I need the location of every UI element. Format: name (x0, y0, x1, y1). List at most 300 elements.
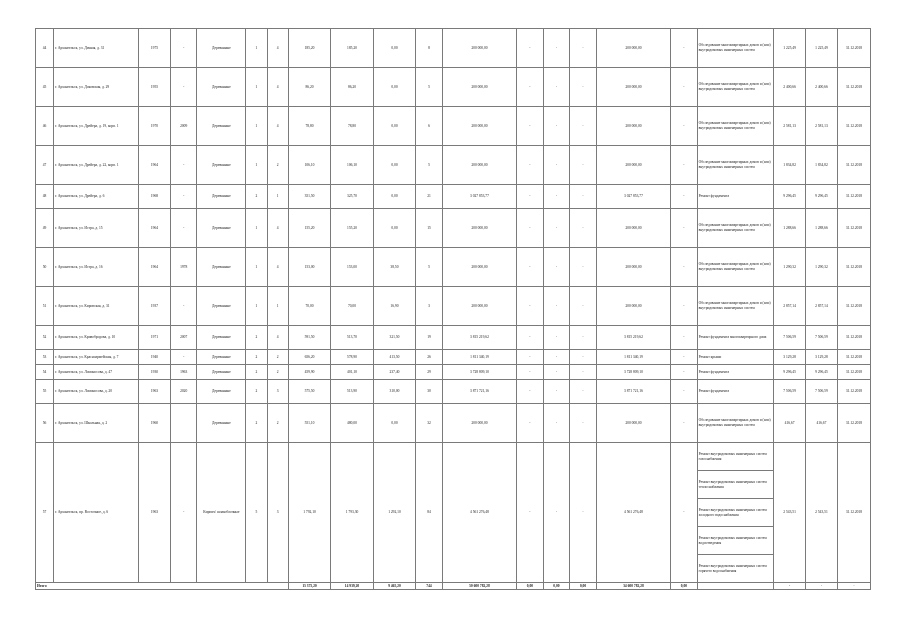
cell-f2: - (543, 248, 570, 287)
cell-cost: 200 000,00 (442, 248, 516, 287)
cell-f4: - (671, 380, 698, 404)
cell-work: Ремонт фундамента многоквартирного дома (697, 326, 773, 350)
cell-entr: 4 (267, 209, 288, 248)
cell-entr: 2 (267, 404, 288, 443)
cell-unit: 2 543,51 (774, 443, 806, 583)
work-item: Ремонт внутридомовых инженерных систем водоотведения (698, 527, 773, 555)
table-row (36, 365, 871, 380)
cell-year: 1937 (139, 287, 171, 326)
cell-f2: - (543, 380, 570, 404)
cell-cost: 200 000,00 (442, 287, 516, 326)
cell-mat: Деревянные (197, 29, 246, 68)
cell-resid: 0,00 (373, 107, 415, 146)
cell-f4: - (671, 326, 698, 350)
cell-floors: 1 (246, 248, 267, 287)
cell-total: 575,50 (288, 380, 330, 404)
cell-floors: 1 (246, 146, 267, 185)
cell-year: 1975 (139, 29, 171, 68)
cell-recon: 1978 (170, 248, 197, 287)
cell-own: 200 000,00 (596, 287, 670, 326)
cell-total: 155,20 (288, 209, 330, 248)
cell-total: 153,00 (288, 248, 330, 287)
cell-f2: - (543, 365, 570, 380)
cell-resid: 237,40 (373, 365, 415, 380)
cell-n: 56 (36, 404, 54, 443)
cell-n: 53 (36, 350, 54, 365)
cell-unit: 2 581,13 (774, 107, 806, 146)
cell-mat: Деревянные (197, 209, 246, 248)
cell-f1: - (517, 248, 544, 287)
cell-area: 578,90 (331, 350, 373, 365)
cell-total: 106,10 (288, 146, 330, 185)
cell-people: 84 (416, 443, 443, 583)
cell-f4: - (671, 365, 698, 380)
cell-area: 86,20 (331, 68, 373, 107)
cell-mat: Кирпич/ шлакоблочные (197, 443, 246, 583)
table-row (36, 146, 871, 185)
cell-f4: - (671, 185, 698, 209)
cell-floors: 5 (246, 443, 267, 583)
cell-f4: - (671, 146, 698, 185)
cell-f3: - (570, 248, 597, 287)
cell-f3: - (570, 404, 597, 443)
cell-resid: 38,50 (373, 248, 415, 287)
cell-people: 5 (416, 146, 443, 185)
cell-total: 351,50 (288, 185, 330, 209)
cell-unit: 3 129,28 (774, 350, 806, 365)
cell-resid: 310,00 (373, 380, 415, 404)
cell-total: 70,00 (288, 287, 330, 326)
total-f2: 0,00 (543, 583, 570, 590)
cell-cost: 3 871 721,16 (442, 380, 516, 404)
cell-unit: 7 506,59 (774, 380, 806, 404)
cell-year: 1940 (139, 350, 171, 365)
table-row (36, 380, 871, 404)
cell-work: Обследование многоквартирных домов и (или) внутридомовых инженерных систем (697, 68, 773, 107)
cell-unit: 7 506,59 (774, 326, 806, 350)
table-row (36, 107, 871, 146)
cell-people: 6 (416, 107, 443, 146)
cell-recon: - (170, 146, 197, 185)
cell-f3: - (570, 107, 597, 146)
cell-own: 200 000,00 (596, 68, 670, 107)
cell-f4: - (671, 350, 698, 365)
cell-n: 52 (36, 326, 54, 350)
cell-work: Обследование многоквартирных домов и (или) внутридомовых инженерных систем (697, 404, 773, 443)
cell-resid: 0,00 (373, 29, 415, 68)
cell-area: 325,70 (331, 185, 373, 209)
cell-f4: - (671, 404, 698, 443)
cell-mat: Деревянные (197, 404, 246, 443)
cell-mat: Деревянные (197, 326, 246, 350)
cell-work: Ремонт фундамента (697, 365, 773, 380)
cell-total: 1 792,10 (288, 443, 330, 583)
cell-own: 1 811 340,19 (596, 350, 670, 365)
cell-floors: 2 (246, 326, 267, 350)
cell-entr: 2 (267, 350, 288, 365)
cell-entr: 2 (267, 146, 288, 185)
table-row (36, 209, 871, 248)
cell-addr: г. Архангельск, ул. Кировская, д. 31 (54, 287, 139, 326)
cell-year: 1960 (139, 404, 171, 443)
work-item: Ремонт внутридомовых инженерных систем газоснабжения (698, 443, 773, 471)
cell-people: 30 (416, 380, 443, 404)
cell-entr: 1 (267, 287, 288, 326)
cell-floors: 2 (246, 365, 267, 380)
cell-recon: - (170, 287, 197, 326)
cell-addr: г. Архангельск, ул. Ломоносова, д. 47 (54, 365, 139, 380)
cell-cost: 3 815 219,62 (442, 326, 516, 350)
table-row (36, 350, 871, 365)
cell-f1: - (517, 443, 544, 583)
cell-resid: 0,00 (373, 68, 415, 107)
cell-resid: 0,00 (373, 146, 415, 185)
cell-addr: г. Архангельск, ул. Истра, д. 15 (54, 209, 139, 248)
cell-own: 200 000,00 (596, 209, 670, 248)
cell-own: 4 561 276,48 (596, 443, 670, 583)
cell-people: 5 (416, 248, 443, 287)
cell-work: Обследование многоквартирных домов и (или) внутридомовых инженерных систем (697, 248, 773, 287)
cell-f1: - (517, 107, 544, 146)
cell-f3: - (570, 350, 597, 365)
cell-entr: 4 (267, 248, 288, 287)
cell-people: 19 (416, 326, 443, 350)
cell-resid: 1 292,10 (373, 443, 415, 583)
total-f1: 0,00 (517, 583, 544, 590)
cell-date: 31.12.2018 (837, 287, 870, 326)
cell-date: 31.12.2018 (837, 443, 870, 583)
table-row (36, 68, 871, 107)
cell-work: Обследование многоквартирных домов и (или) внутридомовых инженерных систем (697, 146, 773, 185)
cell-floors: 2 (246, 185, 267, 209)
cell-cost: 1 811 340,19 (442, 350, 516, 365)
cell-f4: - (671, 29, 698, 68)
cell-f4: - (671, 107, 698, 146)
cell-work: Обследование многоквартирных домов и (или) внутридомовых инженерных систем (697, 287, 773, 326)
cell-f2: - (543, 29, 570, 68)
cell-cost: 200 000,00 (442, 68, 516, 107)
cell-addr: г. Архангельск, ул. Истра, д. 16 (54, 248, 139, 287)
total-f4: 0,00 (671, 583, 698, 590)
cell-max: 9 296,45 (806, 365, 838, 380)
cell-own: 200 000,00 (596, 404, 670, 443)
cell-recon: 2007 (170, 326, 197, 350)
table-row (36, 29, 871, 68)
cell-f1: - (517, 326, 544, 350)
cell-f4: - (671, 248, 698, 287)
cell-resid: 413,50 (373, 350, 415, 365)
cell-total: 86,20 (288, 68, 330, 107)
total-f3: 0,00 (570, 583, 597, 590)
cell-f3: - (570, 287, 597, 326)
cell-addr: г. Архангельск, пр. Восточное, д. 6 (54, 443, 139, 583)
cell-unit: 9 296,45 (774, 185, 806, 209)
cell-max: 9 296,45 (806, 185, 838, 209)
cell-n: 57 (36, 443, 54, 583)
cell-f1: - (517, 146, 544, 185)
cell-year: 1964 (139, 209, 171, 248)
cell-own: 3 815 219,62 (596, 326, 670, 350)
table-row (36, 185, 871, 209)
cell-floors: 2 (246, 380, 267, 404)
cell-cost: 4 561 276,48 (442, 443, 516, 583)
cell-people: 8 (416, 29, 443, 68)
cell-work: Обследование многоквартирных домов и (или) внутридомовых инженерных систем (697, 29, 773, 68)
cell-f3: - (570, 326, 597, 350)
cell-mat: Деревянные (197, 185, 246, 209)
cell-f2: - (543, 287, 570, 326)
cell-people: 3 (416, 287, 443, 326)
cell-entr: 1 (267, 185, 288, 209)
cell-max: 7 506,59 (806, 380, 838, 404)
cell-floors: 1 (246, 107, 267, 146)
cell-mat: Деревянные (197, 380, 246, 404)
cell-cost: 3 027 853,77 (442, 185, 516, 209)
cell-resid: 16,90 (373, 287, 415, 326)
cell-entr: 4 (267, 29, 288, 68)
cell-mat: Деревянные (197, 350, 246, 365)
work-item: Ремонт внутридомовых инженерных систем горячего водоснабжения (698, 563, 767, 573)
cell-addr: г. Архангельск, ул. Дачная, д. 31 (54, 29, 139, 68)
cell-people: 15 (416, 209, 443, 248)
cell-f1: - (517, 185, 544, 209)
work-item: Ремонт внутридомовых инженерных систем холодного водоснабжения (698, 499, 773, 527)
cell-recon: - (170, 443, 197, 583)
cell-mat: Деревянные (197, 68, 246, 107)
cell-max: 1 288,66 (806, 209, 838, 248)
cell-unit: 2 400,66 (774, 68, 806, 107)
cell-date: 31.12.2018 (837, 29, 870, 68)
cell-date: 31.12.2018 (837, 146, 870, 185)
cell-total: 591,50 (288, 326, 330, 350)
cell-n: 49 (36, 209, 54, 248)
cell-date: 31.12.2018 (837, 326, 870, 350)
cell-date: 31.12.2018 (837, 380, 870, 404)
cell-max: 1 225,49 (806, 29, 838, 68)
cell-work: Ремонт фундамента (697, 185, 773, 209)
cell-mat: Деревянные (197, 365, 246, 380)
cell-f1: - (517, 29, 544, 68)
cell-people: 26 (416, 350, 443, 365)
table-row (36, 326, 871, 350)
cell-f4: - (671, 209, 698, 248)
cell-f3: - (570, 185, 597, 209)
total-unit: - (774, 583, 806, 590)
cell-recon (170, 404, 197, 443)
cell-n: 47 (36, 146, 54, 185)
cell-year: 1963 (139, 380, 171, 404)
cell-work-list (697, 443, 773, 583)
cell-own: 3 027 853,77 (596, 185, 670, 209)
cell-people: 21 (416, 185, 443, 209)
cell-recon: 2009 (170, 107, 197, 146)
cell-addr: г. Архангельск, ул. Дрейера, д. 6 (54, 185, 139, 209)
cell-addr: г. Архангельск, ул. Школьная, д. 2 (54, 404, 139, 443)
cell-max: 2 543,51 (806, 443, 838, 583)
cell-max: 2 400,66 (806, 68, 838, 107)
cell-max: 2 581,13 (806, 107, 838, 146)
cell-floors: 2 (246, 404, 267, 443)
total-resid: 9 465,20 (373, 583, 415, 590)
cell-people: 32 (416, 404, 443, 443)
cell-f1: - (517, 287, 544, 326)
register-table-sheet (35, 28, 871, 588)
cell-f1: - (517, 350, 544, 365)
cell-own: 3 728 809,10 (596, 365, 670, 380)
cell-max: 1 290,32 (806, 248, 838, 287)
cell-max: 1 834,82 (806, 146, 838, 185)
cell-resid: 0,00 (373, 404, 415, 443)
cell-own: 200 000,00 (596, 146, 670, 185)
cell-addr: г. Архангельск, ул. Доковская, д. 29 (54, 68, 139, 107)
cell-total: 656,20 (288, 350, 330, 365)
cell-f3: - (570, 68, 597, 107)
cell-area: 513,70 (331, 326, 373, 350)
cell-f3: - (570, 29, 597, 68)
cell-max: 3 129,28 (806, 350, 838, 365)
cell-f4: - (671, 68, 698, 107)
cell-mat: Деревянные (197, 287, 246, 326)
cell-max: 7 506,59 (806, 326, 838, 350)
cell-resid: 0,00 (373, 209, 415, 248)
cell-f3: - (570, 443, 597, 583)
cell-work: Обследование многоквартирных домов и (или) внутридомовых инженерных систем (697, 107, 773, 146)
cell-addr: г. Архангельск, ул. Кривобродова, д. 10 (54, 326, 139, 350)
cell-work: Ремонт фундамента (697, 380, 773, 404)
cell-f2: - (543, 146, 570, 185)
cell-own: 3 871 721,16 (596, 380, 670, 404)
cell-cost: 200 000,00 (442, 29, 516, 68)
cell-f2: - (543, 443, 570, 583)
total-people: 744 (416, 583, 443, 590)
total-own: 34 600 782,28 (596, 583, 670, 590)
cell-recon: 2020 (170, 380, 197, 404)
cell-floors: 1 (246, 68, 267, 107)
cell-f2: - (543, 326, 570, 350)
cell-addr: г. Архангельск, ул. Дрейера, д. 22, корп. 1 (54, 146, 139, 185)
cell-year: 1964 (139, 248, 171, 287)
cell-unit: 1 834,82 (774, 146, 806, 185)
cell-n: 45 (36, 68, 54, 107)
cell-floors: 1 (246, 287, 267, 326)
cell-addr: г. Архангельск, ул. Дрейера, д. 19, корп. 1 (54, 107, 139, 146)
total-work (697, 583, 773, 590)
cell-n: 44 (36, 29, 54, 68)
cell-area: 185,20 (331, 29, 373, 68)
cell-area: 78,80 (331, 107, 373, 146)
cell-area: 153,00 (331, 248, 373, 287)
cell-own: 200 000,00 (596, 107, 670, 146)
total-total: 15 375,20 (288, 583, 330, 590)
cell-recon: - (170, 68, 197, 107)
cell-entr: 4 (267, 326, 288, 350)
cell-year: 1955 (139, 68, 171, 107)
cell-area: 401,10 (331, 365, 373, 380)
total-row (36, 583, 871, 590)
total-label: Итого (36, 583, 289, 590)
cell-entr: 3 (267, 443, 288, 583)
cell-f1: - (517, 68, 544, 107)
cell-work: Ремонт крыши (697, 350, 773, 365)
cell-f1: - (517, 404, 544, 443)
cell-n: 54 (36, 365, 54, 380)
cell-people: 5 (416, 68, 443, 107)
cell-f4: - (671, 287, 698, 326)
cell-n: 55 (36, 380, 54, 404)
cell-year: 1964 (139, 146, 171, 185)
cell-cost: 200 000,00 (442, 209, 516, 248)
cell-entr: 3 (267, 380, 288, 404)
cell-resid: 0,00 (373, 185, 415, 209)
cell-area: 155,20 (331, 209, 373, 248)
cell-max: 416,67 (806, 404, 838, 443)
cell-total: 185,20 (288, 29, 330, 68)
cell-date: 31.12.2018 (837, 365, 870, 380)
cell-year: 1930 (139, 365, 171, 380)
table-row (36, 404, 871, 443)
cell-cost: 3 728 809,10 (442, 365, 516, 380)
cell-year: 1970 (139, 107, 171, 146)
cell-date: 31.12.2018 (837, 248, 870, 287)
cell-f3: - (570, 146, 597, 185)
cell-area: 106,10 (331, 146, 373, 185)
cell-f1: - (517, 209, 544, 248)
cell-entr: 4 (267, 107, 288, 146)
cell-floors: 1 (246, 209, 267, 248)
cell-recon: - (170, 209, 197, 248)
cell-year: 1963 (139, 443, 171, 583)
cell-year: 1968 (139, 185, 171, 209)
cell-n: 46 (36, 107, 54, 146)
work-item: Ремонт внутридомовых инженерных систем теплоснабжения (698, 471, 773, 499)
cell-recon: 1963 (170, 365, 197, 380)
cell-addr: г. Архангельск, ул. Ломоносова, д. 20 (54, 380, 139, 404)
cell-n: 50 (36, 248, 54, 287)
table-row (36, 287, 871, 326)
cell-f2: - (543, 209, 570, 248)
cell-f4: - (671, 443, 698, 583)
cell-date: 31.12.2018 (837, 68, 870, 107)
cell-date: 31.12.2018 (837, 185, 870, 209)
table-row (36, 248, 871, 287)
cell-n: 48 (36, 185, 54, 209)
cell-recon: - (170, 185, 197, 209)
cell-f2: - (543, 107, 570, 146)
total-cost: 50 600 782,28 (442, 583, 516, 590)
cell-total: 551,10 (288, 404, 330, 443)
cell-cost: 200 000,00 (442, 146, 516, 185)
cell-total: 459,90 (288, 365, 330, 380)
total-max: - (806, 583, 838, 590)
cell-f2: - (543, 404, 570, 443)
repair-program-table (35, 28, 871, 590)
cell-recon: - (170, 29, 197, 68)
cell-date: 31.12.2018 (837, 107, 870, 146)
table-row (36, 443, 871, 583)
cell-f1: - (517, 380, 544, 404)
cell-addr: г. Архангельск, ул. Красноармейская, д. 7 (54, 350, 139, 365)
cell-own: 200 000,00 (596, 248, 670, 287)
cell-year: 1971 (139, 326, 171, 350)
cell-unit: 1 290,32 (774, 248, 806, 287)
cell-date: 31.12.2018 (837, 404, 870, 443)
cell-floors: 1 (246, 29, 267, 68)
cell-f1: - (517, 365, 544, 380)
cell-date: 31.12.2018 (837, 209, 870, 248)
cell-mat: Деревянные (197, 248, 246, 287)
cell-date: 31.12.2018 (837, 350, 870, 365)
cell-recon: - (170, 350, 197, 365)
